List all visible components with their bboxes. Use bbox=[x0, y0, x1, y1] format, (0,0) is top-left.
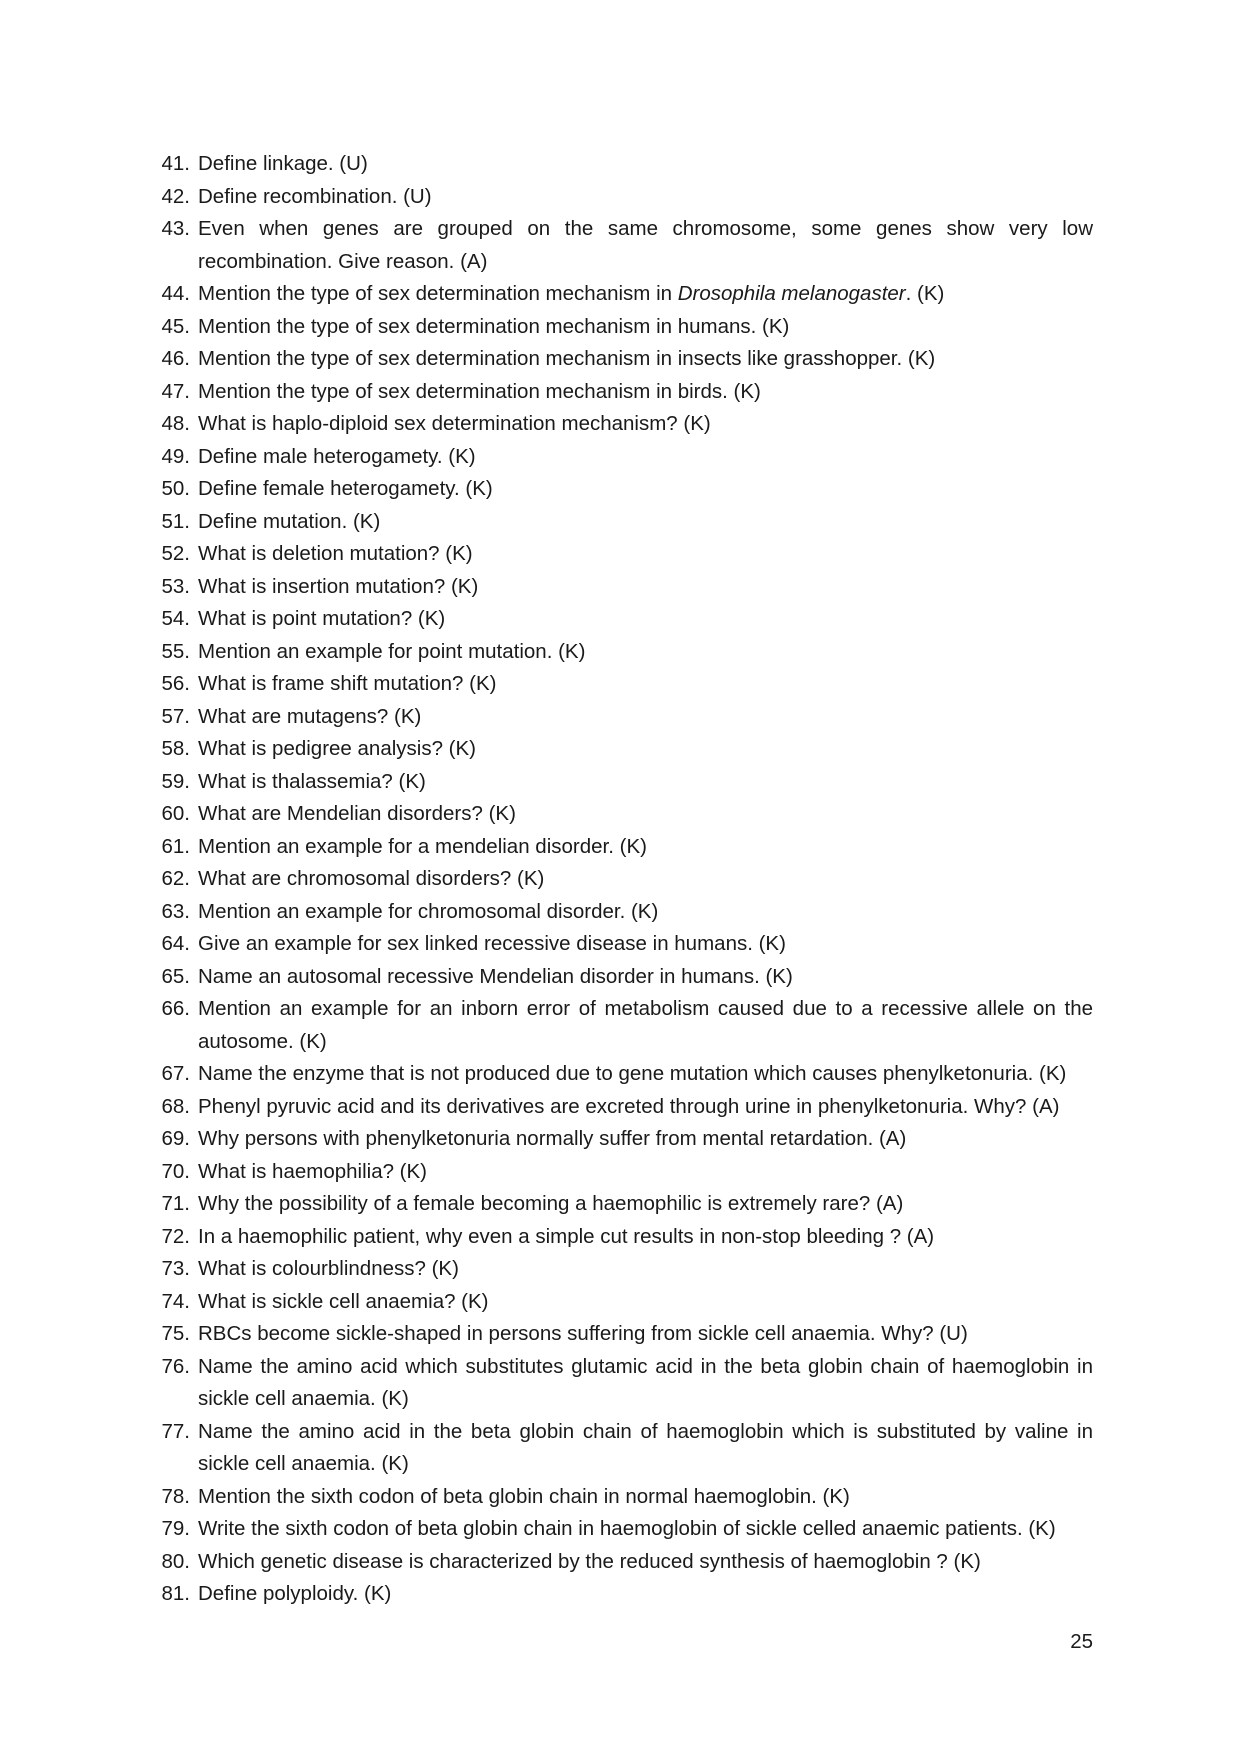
question-text: What is sickle cell anaemia? (K) bbox=[198, 1289, 489, 1313]
question-number: 58. bbox=[161, 737, 190, 760]
question-text: What is haemophilia? (K) bbox=[198, 1159, 428, 1183]
question-item bbox=[148, 1546, 1093, 1579]
species-name: Drosophila melanogaster bbox=[677, 282, 906, 305]
question-number: 41. bbox=[161, 152, 190, 175]
question-number: 53. bbox=[161, 574, 190, 598]
question-item bbox=[148, 896, 1093, 929]
question-number: 69. bbox=[161, 1127, 190, 1150]
question-item bbox=[148, 733, 1093, 766]
question-number: 46. bbox=[161, 347, 190, 370]
question-item bbox=[148, 766, 1093, 799]
question-number: 63. bbox=[161, 899, 190, 923]
question-number: 79. bbox=[161, 1517, 190, 1540]
question-number: 45. bbox=[161, 314, 190, 338]
question-number: 52. bbox=[161, 542, 190, 565]
question-text: Why persons with phenylketonuria normally suffer from mental retardation. (A) bbox=[198, 1127, 907, 1150]
question-item bbox=[148, 1188, 1093, 1221]
question-number: 55. bbox=[161, 639, 190, 663]
question-item bbox=[148, 798, 1093, 831]
question-item bbox=[148, 571, 1093, 604]
question-item bbox=[148, 278, 1093, 311]
question-item bbox=[148, 1058, 1093, 1091]
question-number: 60. bbox=[161, 802, 190, 825]
question-text: Define male heterogamety. (K) bbox=[198, 444, 476, 468]
question-item bbox=[148, 928, 1093, 961]
question-number: 59. bbox=[161, 769, 190, 793]
question-text: RBCs become sickle-shaped in persons suffering from sickle cell anaemia. Why? (U) bbox=[198, 1322, 968, 1345]
question-text: Even when genes are grouped on the same chromosome, some genes show very low recombination. Give reason. (A) bbox=[198, 217, 1093, 273]
question-list bbox=[148, 148, 1093, 1611]
question-item bbox=[148, 473, 1093, 506]
question-item bbox=[148, 181, 1093, 214]
question-number: 54. bbox=[161, 607, 190, 630]
question-text: What is thalassemia? (K) bbox=[198, 769, 426, 793]
question-number: 48. bbox=[161, 412, 190, 435]
question-text: Mention the type of sex determination mechanism in birds. (K) bbox=[198, 379, 761, 403]
question-number: 61. bbox=[161, 834, 190, 858]
question-text: In a haemophilic patient, why even a simple cut results in non-stop bleeding ? (A) bbox=[198, 1224, 935, 1248]
question-text: Define linkage. (U) bbox=[198, 152, 368, 175]
question-item bbox=[148, 668, 1093, 701]
question-text: Mention an example for chromosomal disorder. (K) bbox=[198, 899, 659, 923]
question-item bbox=[148, 1253, 1093, 1286]
question-number: 44. bbox=[161, 282, 190, 305]
question-text: Mention an example for point mutation. (K) bbox=[198, 639, 586, 663]
question-number: 68. bbox=[161, 1094, 190, 1118]
question-text: What is deletion mutation? (K) bbox=[198, 542, 473, 565]
question-text: Phenyl pyruvic acid and its derivatives are excreted through urine in phenylketonuria. Why? (A) bbox=[198, 1094, 1060, 1118]
question-text: What is frame shift mutation? (K) bbox=[198, 672, 497, 695]
question-text: What is point mutation? (K) bbox=[198, 607, 446, 630]
question-item bbox=[148, 831, 1093, 864]
question-text: Name an autosomal recessive Mendelian disorder in humans. (K) bbox=[198, 964, 793, 988]
question-item bbox=[148, 1351, 1093, 1416]
question-number: 64. bbox=[161, 932, 190, 955]
question-text-part: Mention the type of sex determination mechanism in bbox=[198, 282, 678, 305]
question-item bbox=[148, 441, 1093, 474]
question-number: 73. bbox=[161, 1257, 190, 1280]
question-number: 42. bbox=[161, 184, 190, 208]
question-number: 51. bbox=[161, 509, 190, 533]
question-text: What is pedigree analysis? (K) bbox=[198, 737, 477, 760]
question-text: Write the sixth codon of beta globin chain in haemoglobin of sickle celled anaemic patients. (K) bbox=[198, 1517, 1056, 1540]
question-number: 57. bbox=[161, 704, 190, 728]
question-item bbox=[148, 701, 1093, 734]
question-text: Define recombination. (U) bbox=[198, 184, 432, 208]
question-number: 65. bbox=[161, 964, 190, 988]
question-number: 47. bbox=[161, 379, 190, 403]
question-item bbox=[148, 1286, 1093, 1319]
question-text: What are mutagens? (K) bbox=[198, 704, 422, 728]
question-number: 49. bbox=[161, 444, 190, 468]
question-item bbox=[148, 311, 1093, 344]
page-number: 25 bbox=[1070, 1630, 1093, 1653]
question-text: What are chromosomal disorders? (K) bbox=[198, 867, 545, 890]
question-item bbox=[148, 148, 1093, 181]
question-item bbox=[148, 1318, 1093, 1351]
question-number: 56. bbox=[161, 672, 190, 695]
question-text: Define female heterogamety. (K) bbox=[198, 477, 493, 500]
question-text: Mention the type of sex determination mechanism in insects like grasshopper. (K) bbox=[198, 347, 936, 370]
question-item bbox=[148, 1091, 1093, 1124]
question-number: 72. bbox=[161, 1224, 190, 1248]
question-text: What are Mendelian disorders? (K) bbox=[198, 802, 516, 825]
question-text: Define mutation. (K) bbox=[198, 509, 381, 533]
question-item bbox=[148, 376, 1093, 409]
question-item bbox=[148, 1416, 1093, 1481]
question-text: Mention the type of sex determination mechanism in humans. (K) bbox=[198, 314, 790, 338]
question-number: 74. bbox=[161, 1289, 190, 1313]
question-item bbox=[148, 993, 1093, 1058]
question-item bbox=[148, 863, 1093, 896]
question-item bbox=[148, 408, 1093, 441]
question-item bbox=[148, 636, 1093, 669]
question-text: Which genetic disease is characterized by the reduced synthesis of haemoglobin ? (K) bbox=[198, 1549, 981, 1573]
question-number: 77. bbox=[161, 1419, 190, 1443]
question-item bbox=[148, 506, 1093, 539]
question-item bbox=[148, 213, 1093, 278]
question-text: Mention the sixth codon of beta globin chain in normal haemoglobin. (K) bbox=[198, 1484, 850, 1508]
question-number: 76. bbox=[161, 1354, 190, 1378]
question-text: What is insertion mutation? (K) bbox=[198, 574, 479, 598]
question-item bbox=[148, 1513, 1093, 1546]
question-item bbox=[148, 1481, 1093, 1514]
question-number: 80. bbox=[161, 1549, 190, 1573]
question-number: 50. bbox=[161, 477, 190, 500]
question-text: What is colourblindness? (K) bbox=[198, 1257, 459, 1280]
question-item bbox=[148, 603, 1093, 636]
question-text-part: . (K) bbox=[905, 282, 945, 305]
question-text: What is haplo-diploid sex determination mechanism? (K) bbox=[198, 412, 711, 435]
question-number: 62. bbox=[161, 867, 190, 890]
question-number: 66. bbox=[161, 997, 190, 1020]
question-number: 78. bbox=[161, 1484, 190, 1508]
question-text: Mention an example for an inborn error of metabolism caused due to a recessive allele on the autosome. (K) bbox=[198, 997, 1093, 1053]
question-item bbox=[148, 1221, 1093, 1254]
question-number: 75. bbox=[161, 1322, 190, 1345]
question-number: 81. bbox=[161, 1582, 190, 1605]
question-item bbox=[148, 961, 1093, 994]
question-item bbox=[148, 1123, 1093, 1156]
question-text: Name the amino acid in the beta globin chain of haemoglobin which is substituted by valine in sickle cell anaemia. (K) bbox=[198, 1419, 1093, 1475]
question-text: Mention an example for a mendelian disorder. (K) bbox=[198, 834, 647, 858]
question-number: 43. bbox=[161, 217, 190, 240]
question-text: Why the possibility of a female becoming a haemophilic is extremely rare? (A) bbox=[198, 1192, 904, 1215]
question-number: 70. bbox=[161, 1159, 190, 1183]
question-text: Name the amino acid which substitutes glutamic acid in the beta globin chain of haemoglobin in sickle cell anaemia. (K) bbox=[198, 1354, 1093, 1410]
question-text: Name the enzyme that is not produced due to gene mutation which causes phenylketonuria. (K) bbox=[198, 1062, 1067, 1085]
question-number: 71. bbox=[161, 1192, 190, 1215]
question-text bbox=[198, 278, 1093, 311]
question-text: Define polyploidy. (K) bbox=[198, 1582, 392, 1605]
question-item bbox=[148, 538, 1093, 571]
question-item bbox=[148, 343, 1093, 376]
question-item bbox=[148, 1156, 1093, 1189]
question-item bbox=[148, 1578, 1093, 1611]
question-number: 67. bbox=[161, 1062, 190, 1085]
question-text: Give an example for sex linked recessive disease in humans. (K) bbox=[198, 932, 786, 955]
